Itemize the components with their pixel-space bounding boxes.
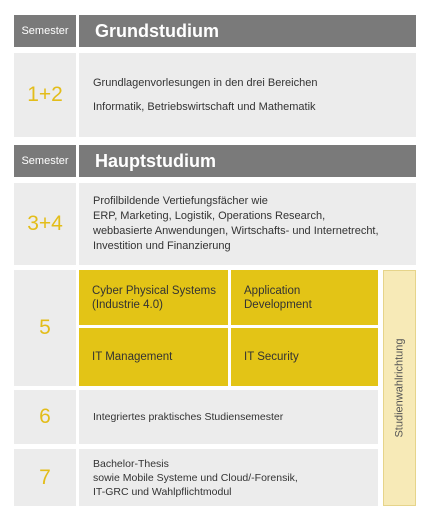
studienwahlrichtung-label: Studienwahlrichtung bbox=[393, 338, 406, 438]
semester-number-6: 6 bbox=[14, 390, 76, 444]
specialization-it-management: IT Management bbox=[79, 328, 228, 386]
semester-number-5: 5 bbox=[14, 270, 76, 386]
semester-header-label: Semester bbox=[14, 15, 76, 47]
bachelor-thesis-description: Bachelor-Thesis sowie Mobile Systeme und Cloud/-Forensik, IT-GRC und Wahlpflichtmodul bbox=[79, 449, 378, 506]
grundstudium-line-2: Informatik, Betriebswirtschaft und Mathematik bbox=[93, 100, 316, 113]
semester-number-3-4: 3+4 bbox=[14, 183, 76, 265]
specialization-cyber-physical-systems: Cyber Physical Systems (Industrie 4.0) bbox=[79, 270, 228, 325]
grundstudium-line-1: Grundlagenvorlesungen in den drei Bereichen bbox=[93, 76, 318, 89]
studienwahlrichtung-panel bbox=[383, 270, 416, 506]
specialization-application-development: Application Development bbox=[231, 270, 378, 325]
vertiefung-description: Profilbildende Vertiefungsfächer wie ERP, Marketing, Logistik, Operations Research, webbasierte Anwendungen, Wirtschafts- und Internetrecht, Investition und Finanzierung bbox=[79, 183, 416, 265]
semester-header-label: Semester bbox=[14, 145, 76, 177]
specialization-it-security: IT Security bbox=[231, 328, 378, 386]
semester-number-7: 7 bbox=[14, 449, 76, 506]
hauptstudium-title: Hauptstudium bbox=[79, 145, 416, 177]
praxissemester-description: Integriertes praktisches Studiensemester bbox=[79, 390, 378, 444]
grundstudium-title: Grundstudium bbox=[79, 15, 416, 47]
grundstudium-description bbox=[79, 53, 416, 137]
semester-number-1-2: 1+2 bbox=[14, 53, 76, 137]
